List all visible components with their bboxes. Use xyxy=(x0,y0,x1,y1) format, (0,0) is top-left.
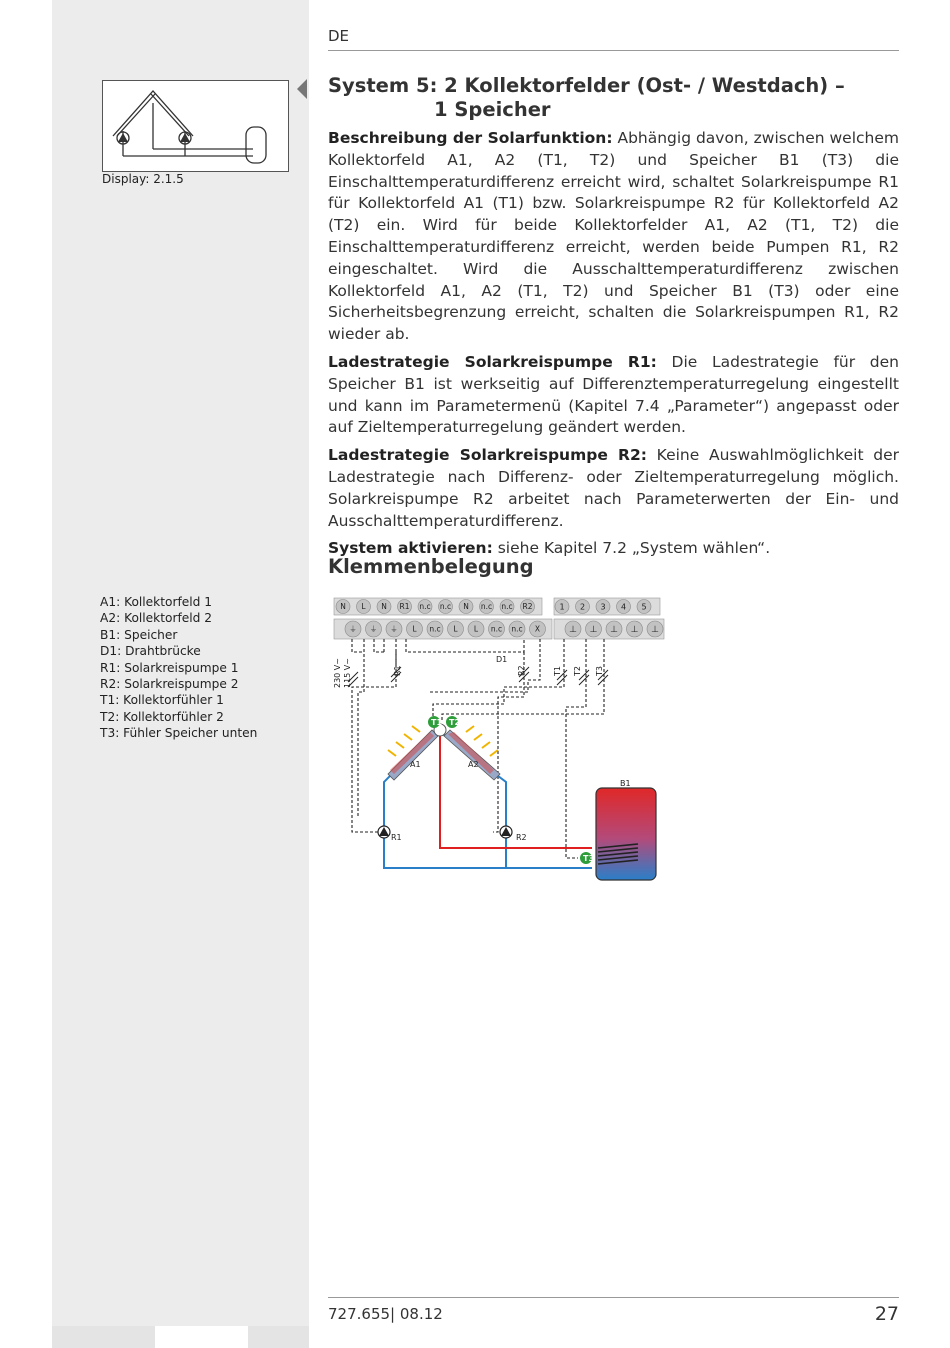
terminal-label: n.c xyxy=(480,602,493,612)
terminal-label: 1 xyxy=(559,602,565,612)
terminal-label: n.c xyxy=(490,624,503,634)
header-rule xyxy=(328,50,899,51)
terminal-label: N xyxy=(340,602,346,612)
terminal-label: L xyxy=(453,624,458,634)
terminal-label: X xyxy=(534,624,541,634)
paragraph-strategy-r1 xyxy=(328,352,899,439)
description-body xyxy=(328,128,899,566)
supply-115v-label: 115 V~ xyxy=(343,658,352,688)
paragraph-text: Die Ladestrategie für den Speicher B1 ist werkseitig auf Differenztemperaturregelung eingestellt und kann im Parametermenü (Kapitel 7.4 „Parameter“) angepasst oder auf Zieltemperaturregelung geändert werden. xyxy=(328,352,900,437)
pump-r1-label: R1 xyxy=(391,833,402,842)
legend-item: T3: Fühler Speicher unten xyxy=(100,726,258,741)
sensor-t1-label: T1 xyxy=(431,718,443,727)
sensor-t2-label: T2 xyxy=(449,718,461,727)
storage-b1-label: B1 xyxy=(620,779,631,788)
terminal-label: ⊥ xyxy=(630,625,639,636)
terminal-label: L xyxy=(361,602,366,612)
wiring-diagram-graphic xyxy=(328,592,668,884)
terminal-label: n.c xyxy=(501,602,513,612)
collector-a1-label: A1 xyxy=(410,760,421,769)
legend-item: T1: Kollektorfühler 1 xyxy=(100,693,224,708)
wire-r2-label: R2 xyxy=(517,665,526,676)
title-line-2: 1 Speicher xyxy=(434,98,551,121)
page-title xyxy=(328,74,903,122)
terminal-label: 3 xyxy=(600,602,606,612)
section-title: Klemmenbelegung xyxy=(328,555,534,578)
terminal-label: ⏚ xyxy=(369,624,378,634)
wire-t1-label: T1 xyxy=(553,666,562,676)
display-schematic-graphic xyxy=(103,81,288,171)
terminal-label: ⊥ xyxy=(651,625,659,636)
pump-r2-label: R2 xyxy=(516,833,527,842)
legend-list xyxy=(100,594,257,742)
page-marker-arrow-icon xyxy=(297,79,307,99)
terminal-label: ⊥ xyxy=(569,625,577,636)
legend-item: R2: Solarkreispumpe 2 xyxy=(100,677,239,692)
page-number: 27 xyxy=(874,1303,899,1325)
terminal-label: ⏚ xyxy=(349,624,357,634)
collector-a2-label: A2 xyxy=(468,760,479,769)
terminal-label: ⊥ xyxy=(589,625,598,636)
terminal-label: R1 xyxy=(399,602,410,612)
legend-item: R1: Solarkreispumpe 1 xyxy=(100,660,239,675)
wire-t2-label: T2 xyxy=(573,666,582,676)
bridge-d1-label: D1 xyxy=(496,655,508,664)
legend-item: T2: Kollektorfühler 2 xyxy=(100,709,224,724)
terminal-label: n.c xyxy=(439,602,452,612)
terminal-label: n.c xyxy=(419,602,431,612)
terminal-label: 4 xyxy=(620,602,627,612)
legend-item: D1: Drahtbrücke xyxy=(100,644,201,659)
terminal-label: N xyxy=(381,602,387,612)
title-line-1: System 5: 2 Kollektorfelder (Ost- / Westdach) – xyxy=(328,74,845,97)
terminal-label: ⏚ xyxy=(390,624,398,634)
paragraph-text: siehe Kapitel 7.2 „System wählen“. xyxy=(492,539,771,558)
display-schematic xyxy=(102,80,289,172)
terminal-label: 5 xyxy=(641,602,647,612)
paragraph-label: Ladestrategie Solarkreispumpe R2: xyxy=(328,446,647,465)
paragraph-solar-function xyxy=(328,128,899,346)
language-tag: DE xyxy=(328,27,350,45)
supply-230v-label: 230 V~ xyxy=(333,658,342,688)
terminal-label: n.c xyxy=(429,624,441,634)
legend-item: A1: Kollektorfeld 1 xyxy=(100,595,213,609)
paragraph-strategy-r2 xyxy=(328,445,899,532)
bottom-strip-gap xyxy=(155,1326,248,1348)
document-reference: 727.655| 08.12 xyxy=(328,1305,443,1323)
terminal-label: L xyxy=(473,624,479,634)
terminal-label: R2 xyxy=(522,602,533,612)
paragraph-text: Keine Auswahlmöglichkeit der Ladestrategie nach Differenz- oder Zieltemperaturregelung möglich. Solarkreispumpe R2 arbeitet nach Parameterwerten der Ein- und Ausschalttemperaturdifferenz. xyxy=(328,446,899,530)
paragraph-label: Beschreibung der Solarfunktion: xyxy=(328,129,613,147)
terminal-wiring-diagram xyxy=(328,592,668,884)
paragraph-label: System aktivieren: xyxy=(328,539,493,558)
wire-r1-label: R1 xyxy=(393,665,402,676)
terminal-label: L xyxy=(412,624,417,634)
terminal-label: n.c xyxy=(511,624,523,634)
paragraph-text: Abhängig davon, zwischen welchem Kollektorfeld A1, A2 (T1, T2) und Speicher B1 (T3) die Einschalttemperaturdifferenz erreicht wird, schaltet Solarkreispumpe R1 für Kollektorfeld A1 (T1) bzw. Solarkreispumpe R2 für Kollektorfeld A2 (T2) ein. Wird für beide Kollektorfelder A1, A2 (T1, T2) die Einschalttemperaturdifferenz erreicht, werden beide Pumpen R1, R2 eingeschaltet. Wird die Ausschalttemperaturdifferenz zwischen Kollektorfeld A1, A2 (T1, T2) und Speicher B1 (T3) oder eine Sicherheitsbegrenzung erreicht, schalten die Solarkreispumpen R1, R2 wieder ab. xyxy=(328,129,899,344)
footer-rule xyxy=(328,1297,899,1298)
wire-t3-label: T3 xyxy=(595,666,604,676)
paragraph-label: Ladestrategie Solarkreispumpe R1: xyxy=(328,352,657,371)
terminal-label: ⊥ xyxy=(610,625,618,636)
terminal-label: N xyxy=(463,602,469,612)
sensor-t3-label: T3 xyxy=(583,854,595,863)
legend-item: B1: Speicher xyxy=(100,627,178,642)
display-caption: Display: 2.1.5 xyxy=(102,172,184,186)
terminal-label: 2 xyxy=(579,602,586,612)
legend-item: A2: Kollektorfeld 2 xyxy=(100,611,213,626)
